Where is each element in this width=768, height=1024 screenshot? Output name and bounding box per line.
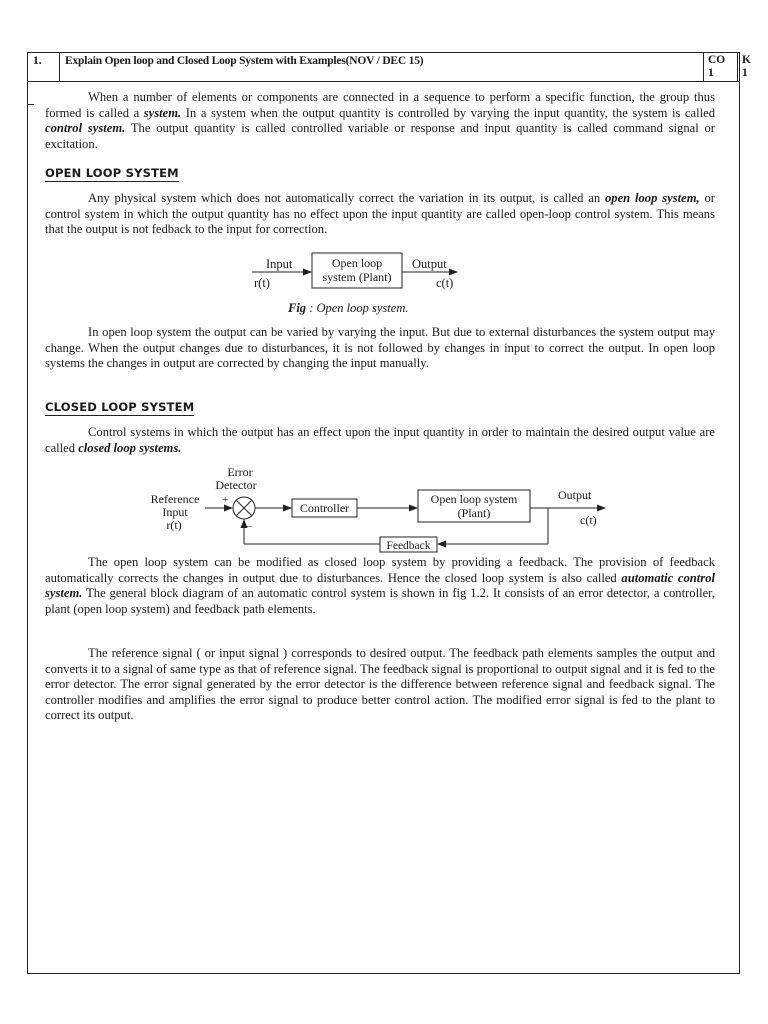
output-signal: c(t) xyxy=(436,276,454,290)
reference-label-2: Input xyxy=(162,505,188,519)
caption-text: : Open loop system. xyxy=(306,301,409,315)
input-label: Input xyxy=(266,257,293,271)
feedback-label: Feedback xyxy=(386,540,431,552)
reference-signal: r(t) xyxy=(166,518,182,532)
closed-loop-heading-text: CLOSED LOOP SYSTEM xyxy=(45,400,195,414)
error-arrow-head xyxy=(283,505,292,512)
open-loop-paragraph-2: In open loop system the output can be varied by varying the input. But due to external disturbances the system output may change. When the output changes due to disturbances, it is not followed by changes in input to correct the output. In open loop systems the changes in output are corrected by changing the input manually. xyxy=(45,325,715,371)
plant-label-1: Open loop xyxy=(331,256,383,270)
feedback-arrow-head xyxy=(437,541,446,548)
output-label: Output xyxy=(558,488,592,502)
control-arrow-head xyxy=(409,505,418,512)
input-signal: r(t) xyxy=(254,276,270,290)
closed-loop-paragraph-3: The reference signal ( or input signal ) corresponds to desired output. The feedback path elements samples the output and converts it to a signal of same type as that of reference signal. The feedback signal is proportional to output signal and it is fed to the error detector. The error signal generated by the error detector is the difference between reference signal and feedback signal. The controller modifies and amplifies the error signal to produce better control action. The modified error signal is fed to the plant to correct its output. xyxy=(45,646,715,723)
error-detector-label-2: Detector xyxy=(215,478,257,492)
k-value: 1 xyxy=(742,67,748,79)
question-text: Explain Open loop and Closed Loop System with Examples(NOV / DEC 15) xyxy=(59,52,703,81)
question-number: 1. xyxy=(33,55,42,67)
plant-label-2: (Plant) xyxy=(457,506,491,520)
error-detector-label-1: Error xyxy=(227,465,253,479)
minus-sign: − xyxy=(246,521,253,533)
caption-fig: Fig xyxy=(288,301,307,315)
intro-text-1: When a number of elements or components are connected in a sequence to perform a specific function, the group thus formed is called a xyxy=(45,90,715,120)
term-control-system: control system. xyxy=(45,121,126,136)
open-loop-heading-text: OPEN LOOP SYSTEM xyxy=(45,166,179,180)
closed-loop-text-3: The general block diagram of an automatic control system is shown in fig 1.2. It consists of an error detector, a controller, plant (open loop system) and feedback path elements. xyxy=(45,586,715,616)
open-loop-text-1: Any physical system which does not automatically correct the variation in its output, is called an xyxy=(88,191,605,205)
term-closed-loop-systems: closed loop systems. xyxy=(78,440,182,455)
term-system: system. xyxy=(143,105,182,120)
intro-text-2: In a system when the output quantity is controlled by varying the input quantity, the system is called xyxy=(181,105,715,120)
closed-loop-paragraph-2 xyxy=(45,555,715,617)
co-label: CO xyxy=(708,54,726,66)
closed-loop-text-2: The open loop system can be modified as closed loop system by providing a feedback. The provision of feedback automatically corrects the changes in output due to disturbances. Hence the closed loop system is also called xyxy=(45,555,715,585)
output-signal: c(t) xyxy=(580,513,597,527)
term-automatic-control-system: automatic control system. xyxy=(45,570,716,601)
intro-text-3: The output quantity is called controlled variable or response and input quantity is called command signal or excitation. xyxy=(45,121,715,151)
co-value: 1 xyxy=(708,67,714,79)
term-open-loop-system: open loop system, xyxy=(604,191,700,205)
closed-loop-text-1: Control systems in which the output has an effect upon the input quantity in order to maintain the desired output value are called xyxy=(45,425,715,455)
output-arrow-head xyxy=(597,505,606,512)
plus-sign: + xyxy=(222,494,229,506)
k-label: K xyxy=(742,54,751,66)
plant-label-1: Open loop system xyxy=(430,492,518,506)
open-loop-text-2: or control system in which the output quantity has no effect upon the input quantity are called open-loop control system. This means that the output is not fedback to the input for correction. xyxy=(45,191,715,237)
reference-label-1: Reference xyxy=(150,492,200,506)
output-label: Output xyxy=(412,257,447,271)
plant-label-2: system (Plant) xyxy=(322,270,392,284)
controller-label: Controller xyxy=(299,501,350,515)
